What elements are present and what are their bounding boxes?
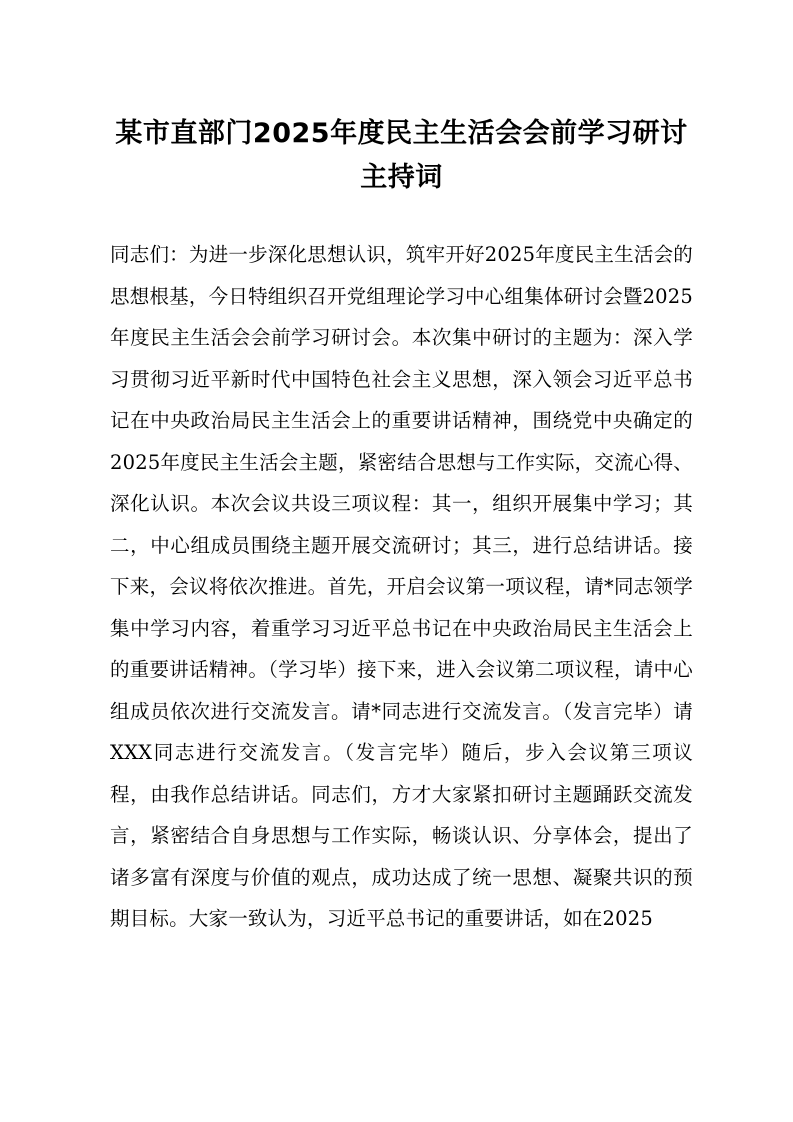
body-paragraph: 同志们：为进一步深化思想认识，筑牢开好2025年度民主生活会的思想根基，今日特组织召开党组理论学习中心组集体研讨会暨2025年度民主生活会会前学习研讨会。本次集中研讨的主题为：深入学习贯彻习近平新时代中国特色社会主义思想，深入领会习近平总书记在中央政治局民主生活会上的重要讲话精神，围绕党中央确定的2025年度民主生活会主题，紧密结合思想与工作实际，交流心得、深化认识。本次会议共设三项议程：其一，组织开展集中学习；其二，中心组成员围绕主题开展交流研讨；其三，进行总结讲话。接下来，会议将依次推进。首先，开启会议第一项议程，请*同志领学集中学习内容，着重学习习近平总书记在中央政治局民主生活会上的重要讲话精神。（学习毕）接下来，进入会议第二项议程，请中心组成员依次进行交流发言。请*同志进行交流发言。（发言完毕）请XXX同志进行交流发言。（发言完毕）随后，步入会议第三项议程，由我作总结讲话。同志们，方才大家紧扣研讨主题踊跃交流发言，紧密结合自身思想与工作实际，畅谈认识、分享体会，提出了诸多富有深度与价值的观点，成功达成了统一思想、凝聚共识的预期目标。大家一致认为，习近平总书记的重要讲话，如在2025 (110, 243, 693, 930)
document-body (110, 234, 693, 940)
page-title: 某市直部门2025年度民主生活会会前学习研讨主持词 (115, 118, 688, 193)
